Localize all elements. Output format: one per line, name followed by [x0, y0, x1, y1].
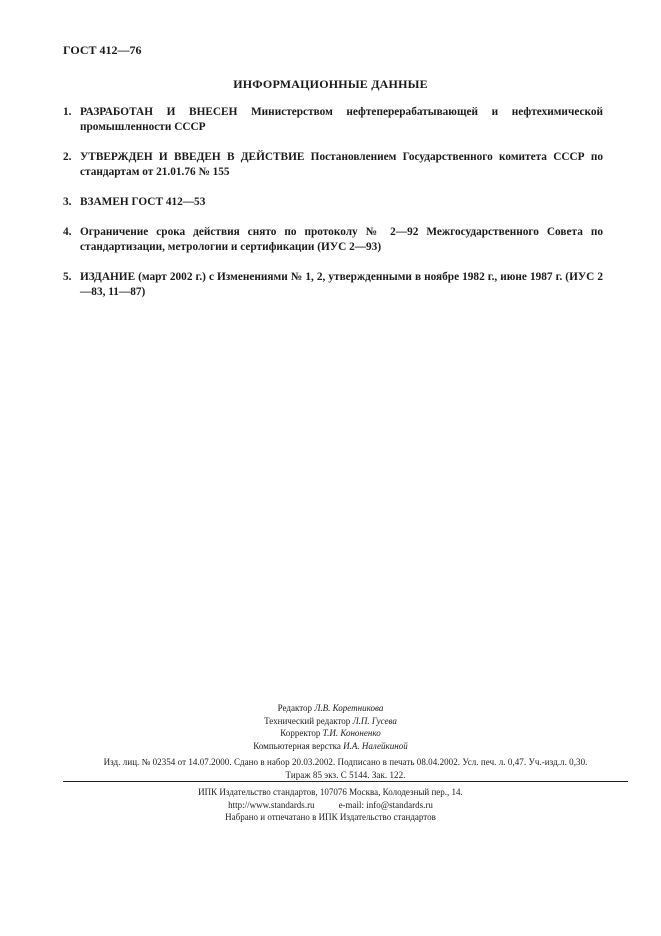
info-item-number: 2.: [63, 151, 72, 163]
credit-role: Компьютерная верстка: [253, 740, 341, 751]
info-item-text: Ограничение срока действия снято по протоколу № 2—92 Межгосударственного Совета по стандартизации, метрологии и сертификации (ИУС 2—93): [80, 226, 603, 253]
credit-corrector: [0, 727, 661, 740]
info-item-number: 3.: [63, 196, 72, 208]
credits-block: [0, 702, 661, 752]
document-code: ГОСТ 412—76: [63, 43, 142, 57]
info-item: [63, 195, 603, 210]
credit-layout: [0, 740, 661, 753]
credit-name: Т.И. Кононенко: [322, 728, 381, 738]
credit-role: Корректор: [280, 728, 321, 738]
info-item-number: 1.: [63, 106, 72, 118]
publisher-email: e-mail: info@standards.ru: [338, 799, 433, 810]
publisher-footer: [0, 786, 661, 824]
info-item: [63, 105, 603, 135]
printed-note: Набрано и отпечатано в ИПК Издательство стандартов: [225, 812, 436, 822]
section-title: ИНФОРМАЦИОННЫЕ ДАННЫЕ: [233, 77, 428, 91]
publisher-contacts: [0, 799, 661, 812]
divider: [63, 781, 628, 782]
publication-line: Тираж 85 экз. С 5144. Зак. 122.: [285, 769, 406, 780]
publication-line: Изд. лиц. № 02354 от 14.07.2000. Сдано в набор 20.03.2002. Подписано в печать 08.04.2002. Усл. печ. л. 0,47. Уч.-изд.л. 0,30.: [103, 757, 588, 767]
credit-name: И.А. Налейкиной: [343, 740, 408, 751]
info-item: [63, 225, 603, 255]
credit-tech-editor: [0, 715, 661, 728]
publisher-address: ИПК Издательство стандартов, 107076 Москва, Колодезный пер., 14.: [198, 787, 463, 797]
info-list: [63, 105, 603, 315]
credit-role: Редактор: [277, 703, 313, 713]
info-item-text: ВЗАМЕН ГОСТ 412—53: [80, 196, 206, 208]
credit-name: Л.В. Коретникова: [314, 703, 384, 713]
info-item-text: РАЗРАБОТАН И ВНЕСЕН Министерством нефтеперерабатывающей и нефтехимической промышленности СССР: [80, 106, 603, 133]
credit-role: Технический редактор: [264, 715, 351, 726]
credit-editor: [0, 702, 661, 715]
publisher-website: http://www.standards.ru: [228, 799, 315, 810]
credit-name: Л.П. Гусева: [352, 715, 397, 726]
info-item-number: 5.: [63, 271, 72, 283]
info-item-text: ИЗДАНИЕ (март 2002 г.) с Изменениями № 1, 2, утвержденными в ноябре 1982 г., июне 1987 г. (ИУС 2—83, 11—87): [80, 271, 603, 298]
info-item-text: УТВЕРЖДЕН И ВВЕДЕН В ДЕЙСТВИЕ Постановлением Государственного комитета СССР по стандартам от 21.01.76 № 155: [80, 151, 603, 178]
info-item-number: 4.: [63, 226, 72, 238]
info-item: [63, 270, 603, 300]
info-item: [63, 150, 603, 180]
publication-info: [63, 756, 628, 781]
